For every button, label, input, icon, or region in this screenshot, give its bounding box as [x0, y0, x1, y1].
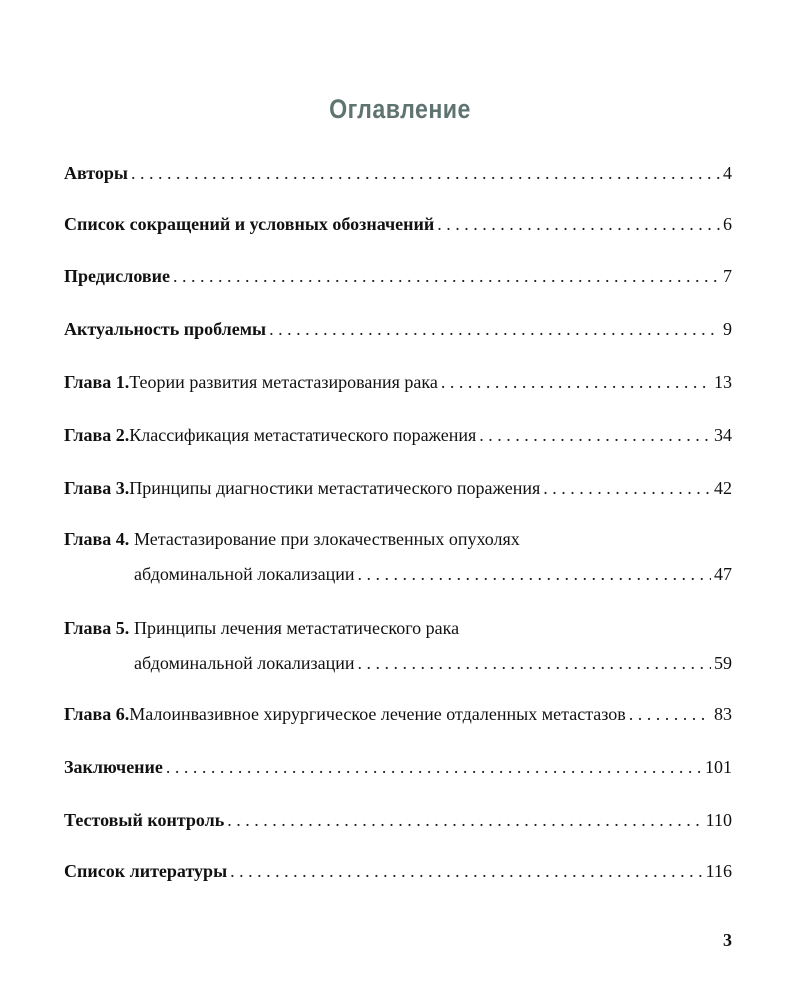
toc-entry-page: 59: [714, 653, 732, 673]
dot-leader: [437, 213, 720, 235]
dot-leader: [441, 371, 711, 393]
chapter-number: Глава 5.: [64, 618, 130, 638]
toc-entry-preface[interactable]: [64, 265, 732, 287]
toc-entry-conclusion[interactable]: [64, 756, 732, 778]
toc-entry-label: Принципы лечения метастатического рака: [134, 618, 460, 638]
toc-entry-label: Авторы: [64, 163, 128, 183]
dot-leader: [358, 652, 712, 674]
toc-entry-label: Классификация метастатического поражения: [129, 425, 477, 445]
chapter-number: Глава 2.: [64, 425, 130, 445]
toc-entry-label-continued: абдоминальной локализации: [134, 653, 355, 673]
toc-entry-page: 7: [723, 266, 732, 286]
dot-leader: [543, 477, 711, 499]
toc-entry-chapter-3[interactable]: [64, 477, 732, 499]
toc-entry-authors[interactable]: [64, 162, 732, 184]
toc-entry-page: 9: [723, 319, 732, 339]
toc-entry-label: Список литературы: [64, 861, 228, 881]
chapter-number: Глава 4.: [64, 529, 130, 549]
toc-entry-label: Малоинвазивное хирургическое лечение отдаленных метастазов: [129, 704, 626, 724]
toc-entry-label: Предисловие: [64, 266, 170, 286]
toc-entry-page: 42: [714, 478, 732, 498]
toc-entry-label-continued: абдоминальной локализации: [134, 564, 355, 584]
toc-entry-label: Список сокращений и условных обозначений: [64, 214, 435, 234]
toc-entry-page: 34: [714, 425, 732, 445]
toc-entry-page: 13: [714, 372, 732, 392]
toc-entry-page: 83: [714, 704, 732, 724]
toc-entry-page: 4: [723, 163, 732, 183]
toc-entry-page: 110: [705, 810, 732, 830]
toc-entry-label: Тестовый контроль: [64, 810, 225, 830]
dot-leader: [358, 563, 712, 585]
toc-entry-page: 6: [723, 214, 732, 234]
page-title: Оглавление: [329, 94, 471, 124]
dot-leader: [479, 424, 711, 446]
chapter-number: Глава 3.: [64, 478, 130, 498]
toc-entry-label: Принципы диагностики метастатического поражения: [129, 478, 541, 498]
toc-entry-chapter-6[interactable]: [64, 703, 732, 725]
toc-entry-page: 47: [714, 564, 732, 584]
toc-entry-label: Заключение: [64, 757, 163, 777]
toc-entry-relevance[interactable]: [64, 318, 732, 340]
toc-entry-references[interactable]: [64, 860, 732, 882]
toc-entry-page: 101: [705, 757, 732, 777]
toc-entry-chapter-2[interactable]: [64, 424, 732, 446]
chapter-number: Глава 6.: [64, 704, 130, 724]
dot-leader: [269, 318, 720, 340]
toc-entry-chapter-5[interactable]: [64, 617, 732, 674]
toc-entry-page: 116: [705, 861, 732, 881]
dot-leader: [230, 860, 703, 882]
chapter-number: Глава 1.: [64, 372, 130, 392]
dot-leader: [166, 756, 702, 778]
dot-leader: [629, 703, 711, 725]
toc-entry-label: Теории развития метастазирования рака: [129, 372, 438, 392]
dot-leader: [131, 162, 720, 184]
dot-leader: [227, 809, 702, 831]
toc-entry-label: Метастазирование при злокачественных опухолях: [134, 529, 520, 549]
toc-entry-test-control[interactable]: [64, 809, 732, 831]
toc-entry-label: Актуальность проблемы: [64, 319, 267, 339]
page-number: 3: [723, 930, 732, 950]
toc-entry-chapter-1[interactable]: [64, 371, 732, 393]
toc-entry-chapter-4[interactable]: [64, 528, 732, 585]
dot-leader: [173, 265, 720, 287]
toc-entry-abbreviations[interactable]: [64, 213, 732, 235]
